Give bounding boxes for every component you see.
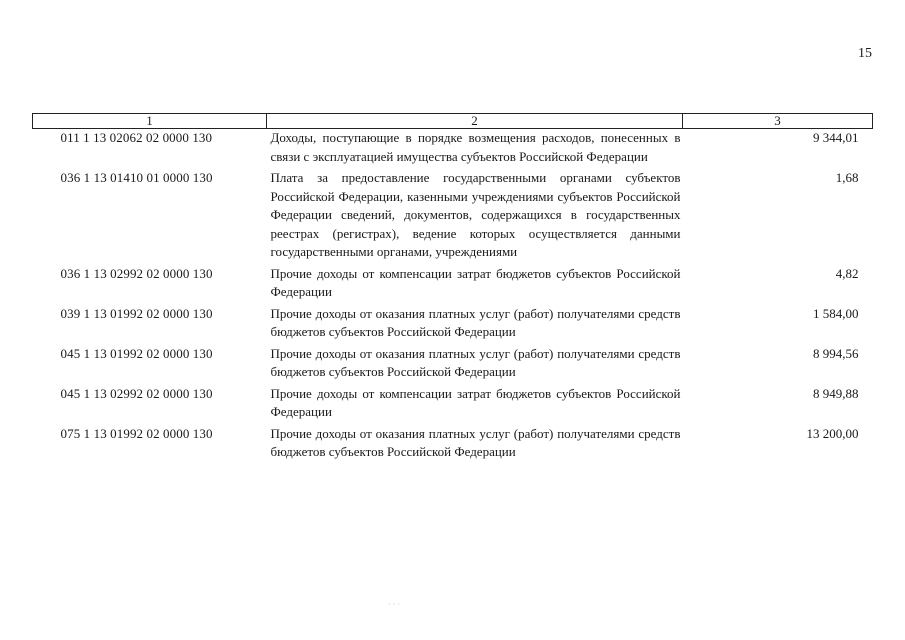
amount: 4,82 [835,265,859,281]
budget-code: 036 1 13 02992 02 0000 130 [60,265,213,281]
amount: 9 344,01 [813,130,859,145]
scan-artifact: · · · [388,600,400,609]
budget-code: 045 1 13 02992 02 0000 130 [60,385,213,401]
revenue-table [32,113,873,465]
table-row [33,345,873,385]
revenue-name: Прочие доходы от оказания платных услуг (работ) получателями средств бюджетов субъектов Российской Федерации [270,305,681,339]
table-row [33,129,873,170]
column-header-amount: 3 [683,114,873,129]
table-row [33,265,873,305]
budget-code: 039 1 13 01992 02 0000 130 [60,305,213,321]
column-header-name: 2 [267,114,683,129]
amount: 1 584,00 [813,305,859,321]
amount: 8 949,88 [813,385,859,401]
amount: 1,68 [835,170,859,185]
revenue-name: Прочие доходы от компенсации затрат бюджетов субъектов Российской Федерации [270,265,681,299]
table-row [33,169,873,265]
table-body [33,129,873,465]
table-header [33,114,873,129]
budget-code: 036 1 13 01410 01 0000 130 [60,170,213,185]
budget-code: 011 1 13 02062 02 0000 130 [60,130,213,145]
amount: 8 994,56 [813,345,859,361]
amount: 13 200,00 [806,425,859,441]
table-row [33,305,873,345]
revenue-name: Доходы, поступающие в порядке возмещения расходов, понесенных в связи с эксплуатацией имущества субъектов Российской Федерации [270,130,681,164]
table-row [33,385,873,425]
column-header-code: 1 [33,114,267,129]
table-row [33,425,873,465]
budget-code: 075 1 13 01992 02 0000 130 [60,425,213,441]
revenue-name: Прочие доходы от оказания платных услуг (работ) получателями средств бюджетов субъектов Российской Федерации [270,425,681,459]
page-number: 15 [858,46,872,61]
revenue-name: Плата за предоставление государственными органами субъектов Российской Федерации, казенными учреждениями субъектов Российской Федерации сведений, документов, содержащихся в государственных реестрах (регистрах), ведение которых осуществляется данными государственными органами, учреждениями [270,170,681,259]
revenue-name: Прочие доходы от оказания платных услуг (работ) получателями средств бюджетов субъектов Российской Федерации [270,345,681,379]
budget-code: 045 1 13 01992 02 0000 130 [60,345,213,361]
header-row [33,114,873,129]
revenue-name: Прочие доходы от компенсации затрат бюджетов субъектов Российской Федерации [270,385,681,419]
